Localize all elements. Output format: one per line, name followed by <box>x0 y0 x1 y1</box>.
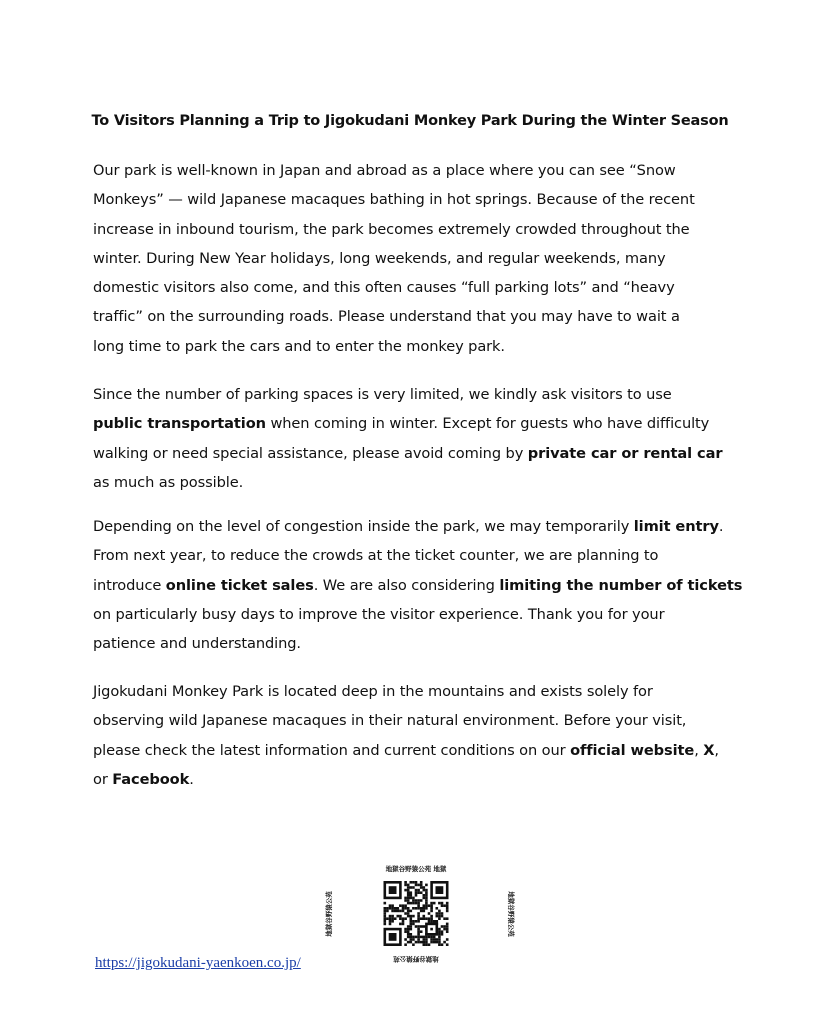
p4-text-j: . <box>189 770 194 788</box>
qr-code-graphic[interactable] <box>325 862 515 966</box>
p1-line-6: traffic” on the surrounding roads. Please understand that you may have to wait a <box>93 308 680 326</box>
p3-text-e: introduce <box>93 576 166 594</box>
emphasis-online-ticket-sales: online ticket sales <box>165 576 314 594</box>
notice-title: To Visitors Planning a Trip to Jigokudani Monkey Park During the Winter Season <box>91 113 729 129</box>
qr-code[interactable] <box>325 862 515 966</box>
qr-border-text-right: 地獄谷野猿公苑 <box>325 891 333 937</box>
emphasis-facebook: Facebook <box>112 770 190 788</box>
p3-text-j: patience and understanding. <box>93 635 301 653</box>
p1-line-1: Our park is well-known in Japan and abroad as a place where you can see “Snow <box>93 162 676 179</box>
p1-line-5: domestic visitors also come, and this often causes “full parking lots” and “heavy <box>93 279 675 297</box>
qr-border-text-top: 地獄谷野猿公苑 地獄 <box>385 865 447 873</box>
emphasis-x: X <box>703 741 715 759</box>
p4-text-a: Jigokudani Monkey Park is located deep in the mountains and exists solely for <box>93 683 653 700</box>
p4-text-e: , <box>694 741 704 759</box>
p2-text-c: when coming in winter. Except for guests who have difficulty <box>265 415 710 433</box>
p2-text-f: as much as possible. <box>93 473 244 491</box>
paragraph-check-info <box>93 677 765 794</box>
p3-text-c: . <box>718 518 724 535</box>
p4-text-g: , <box>714 741 719 759</box>
p3-text-i: on particularly busy days to improve the visitor experience. Thank you for your <box>93 605 665 623</box>
qr-border-text-left: 地獄谷野猿公苑 <box>507 891 515 937</box>
p3-text-g: . We are also considering <box>313 576 500 594</box>
emphasis-limiting-tickets: limiting the number of tickets <box>499 576 743 594</box>
p3-text-a: Depending on the level of congestion inside the park, we may temporarily <box>93 518 634 535</box>
emphasis-limit-entry: limit entry <box>633 518 719 535</box>
p1-line-4: winter. During New Year holidays, long weekends, and regular weekends, many <box>93 249 666 267</box>
qr-modules <box>384 881 449 946</box>
emphasis-official-website: official website <box>570 741 695 759</box>
p1-line-7: long time to park the cars and to enter the monkey park. <box>93 337 505 355</box>
paragraph-entry-limits <box>93 512 765 658</box>
p4-text-c: please check the latest information and current conditions on our <box>93 741 571 759</box>
p2-text-d: walking or need special assistance, please avoid coming by <box>93 444 528 462</box>
p1-line-2: Monkeys” — wild Japanese macaques bathing in hot springs. Because of the recent <box>93 191 695 209</box>
paragraph-transport <box>93 380 765 497</box>
emphasis-private-car: private car or rental car <box>527 444 723 462</box>
p4-text-b: observing wild Japanese macaques in their natural environment. Before your visit, <box>93 712 687 730</box>
p4-text-h: or <box>93 770 113 788</box>
paragraph-crowding <box>93 156 765 361</box>
p2-text-a: Since the number of parking spaces is very limited, we kindly ask visitors to use <box>93 386 672 403</box>
p1-line-3: increase in inbound tourism, the park becomes extremely crowded throughout the <box>93 220 690 238</box>
qr-border-text-bottom: 地獄谷野猿公苑 <box>393 955 439 963</box>
p3-text-d: From next year, to reduce the crowds at the ticket counter, we are planning to <box>93 547 659 565</box>
website-link[interactable]: https://jigokudani-yaenkoen.co.jp/ <box>95 955 301 971</box>
emphasis-public-transportation: public transportation <box>93 415 266 433</box>
